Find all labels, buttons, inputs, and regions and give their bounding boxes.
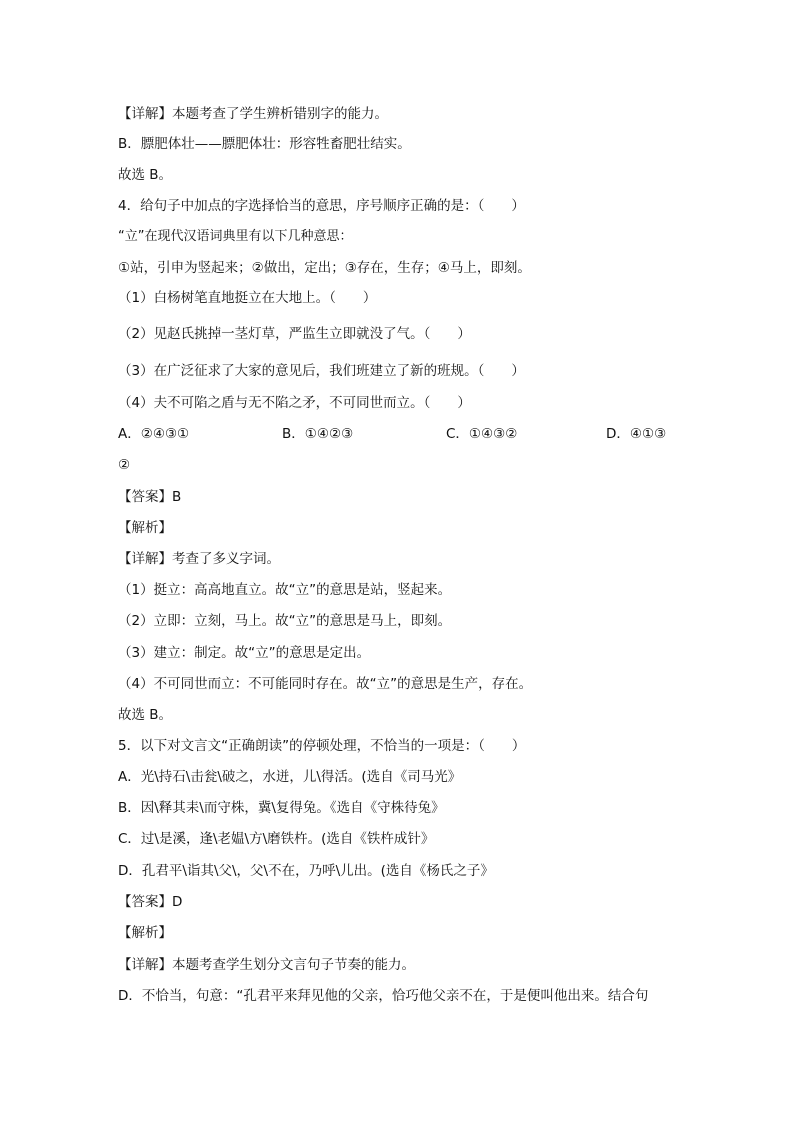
answer-label: 【答案】D (118, 894, 183, 910)
option-b: B．①④②③ (282, 426, 354, 442)
explanation-detail: D．不恰当，句意：“孔君平来拜见他的父亲，恰巧他父亲不在，于是便叫他出来。结合句 (118, 988, 649, 1004)
question-4-sentence-1: （1）白杨树笔直地挺立在大地上。（ ） (118, 290, 377, 306)
question-5-option-c: C．过\是溪，逢\老媪\方\磨铁杵。(选自《铁杵成针》 (118, 831, 435, 847)
explanation-line: 【详解】考查了多义字词。 (118, 551, 280, 567)
analysis-label: 【解析】 (118, 520, 172, 536)
option-d-continued: ② (118, 457, 131, 473)
question-5-option-a: A．光\持石\击瓮\破之，水迸，儿\得活。(选自《司马光》 (118, 769, 462, 785)
question-5-stem: 5．以下对文言文“正确朗读”的停顿处理，不恰当的一项是：（ ） (118, 738, 526, 754)
option-a: A．②④③① (118, 426, 190, 442)
explanation-item-4: （4）不可同世而立：不可能同时存在。故“立”的意思是生产，存在。 (118, 676, 533, 692)
question-4-intro: “立”在现代汉语词典里有以下几种意思： (118, 229, 353, 244)
explanation-item-1: （1）挺立：高高地直立。故“立”的意思是站，竖起来。 (118, 582, 452, 598)
question-4-stem: 4．给句子中加点的字选择恰当的意思，序号顺序正确的是：（ ） (118, 198, 525, 214)
explanation-item-3: （3）建立：制定。故“立”的意思是定出。 (118, 645, 371, 661)
explanation-line: 【详解】本题考查学生划分文言句子节奏的能力。 (118, 957, 415, 973)
explanation-item-2: （2）立即：立刻，马上。故“立”的意思是马上，即刻。 (118, 613, 452, 629)
question-4-sentence-2: （2）见赵氏挑掉一茎灯草，严监生立即就没了气。（ ） (118, 326, 471, 342)
answer-label: 【答案】B (118, 489, 182, 505)
question-4-sentence-3: （3）在广泛征求了大家的意见后，我们班建立了新的班规。（ ） (118, 363, 525, 379)
question-5-option-d: D．孔君平\诣其\父\，父\不在，乃呼\儿出。(选自《杨氏之子》 (118, 863, 494, 879)
option-c: C．①④③② (446, 426, 518, 442)
option-b-explanation: B．膘肥体壮——膘肥体壮：形容牲畜肥壮结实。 (118, 136, 411, 152)
explanation-line: 【详解】本题考查了学生辨析错别字的能力。 (118, 106, 388, 122)
question-5-option-b: B．因\释其耒\而守株，冀\复得兔。《选自《守株待兔》 (118, 800, 445, 816)
answer-choice-line: 故选 B。 (118, 707, 173, 723)
answer-choice-line: 故选 B。 (118, 167, 173, 183)
question-4-sentence-4: （4）夫不可陷之盾与无不陷之矛，不可同世而立。（ ） (118, 395, 471, 411)
question-4-meanings: ①站，引申为竖起来；②做出，定出；③存在，生存；④马上，即刻。 (118, 260, 531, 276)
option-d: D．④①③ (606, 426, 667, 442)
analysis-label: 【解析】 (118, 925, 172, 941)
